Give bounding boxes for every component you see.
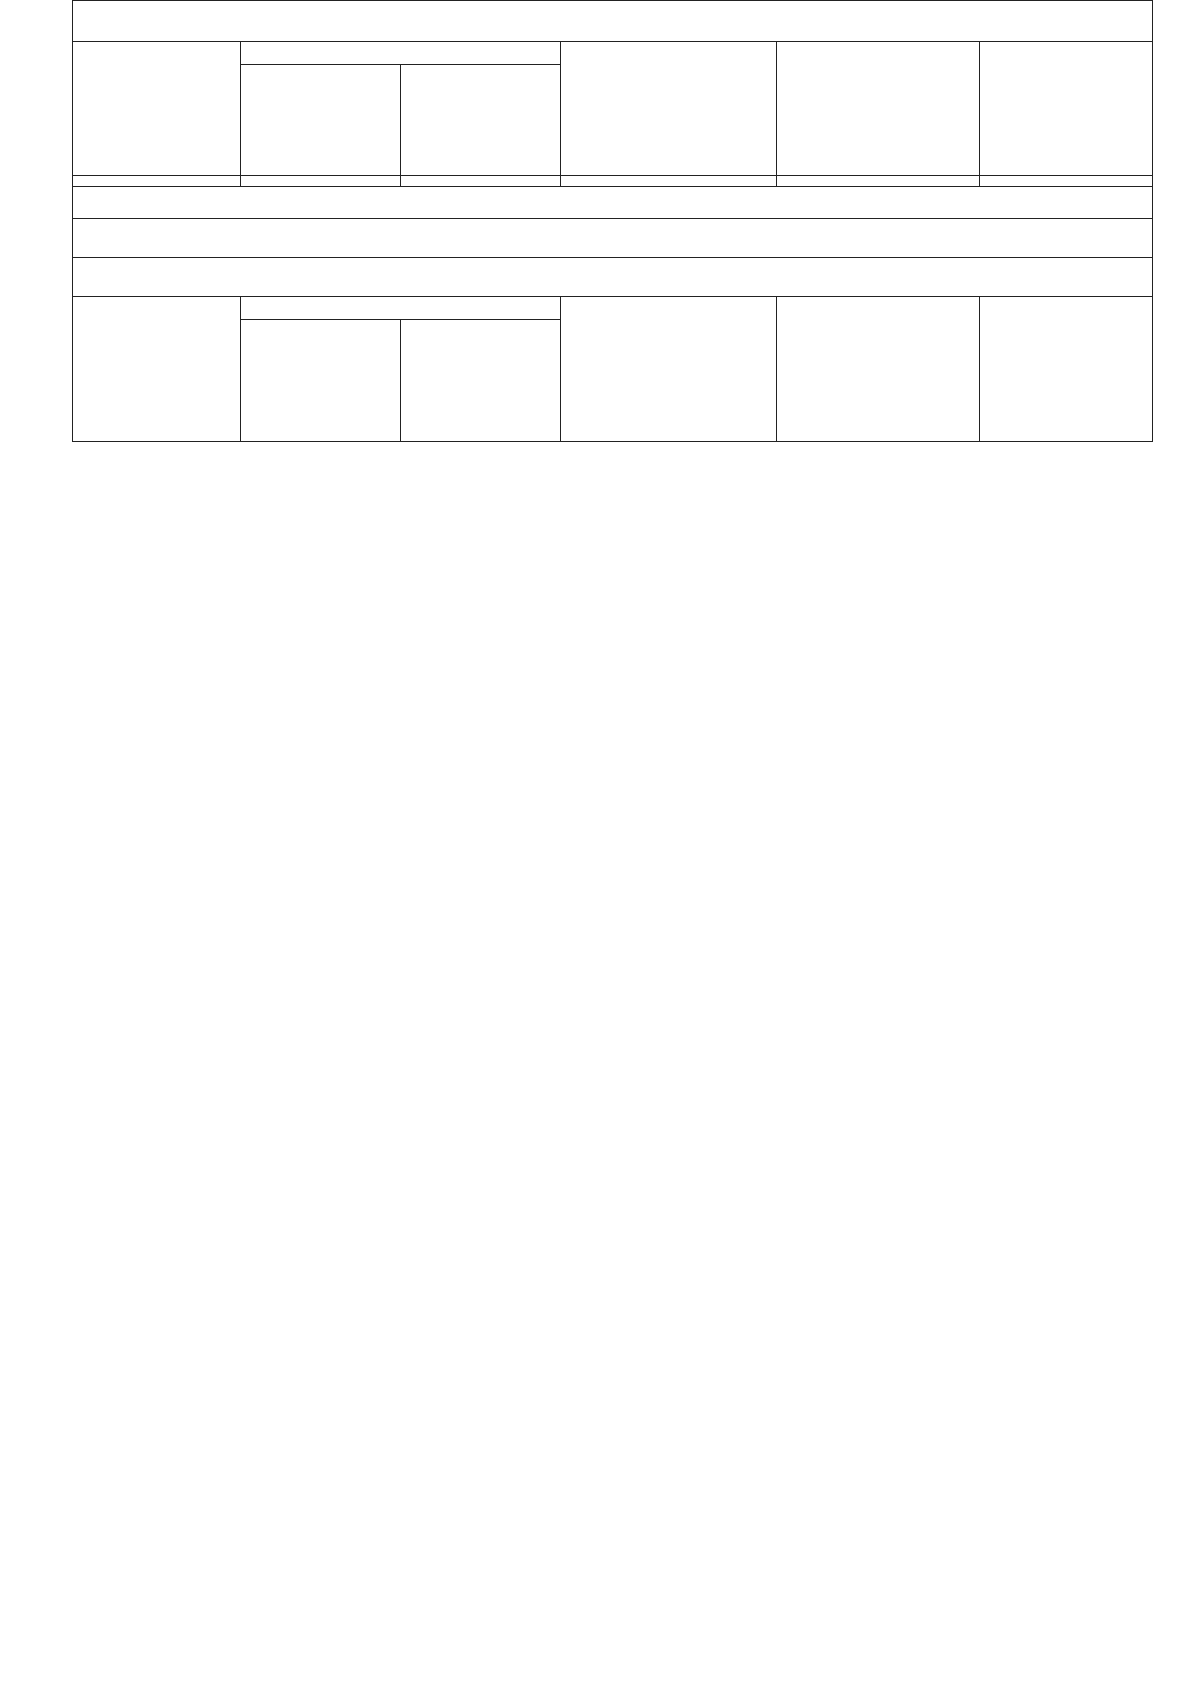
header-mean-error xyxy=(777,297,980,442)
coordinate-system-row xyxy=(73,219,1153,258)
header-description xyxy=(980,297,1153,442)
header-part-method xyxy=(561,42,777,187)
header-coordinates xyxy=(241,297,561,320)
header-part-x xyxy=(241,65,401,187)
header-part-y xyxy=(401,65,561,187)
header-method xyxy=(561,297,777,442)
part-boundary-table xyxy=(72,0,1153,187)
section-2-title xyxy=(73,258,1153,297)
boundary-points-table xyxy=(72,175,1153,442)
header-part-description xyxy=(980,42,1153,187)
section-3-title xyxy=(73,1,1153,42)
header-part-mean-error xyxy=(777,42,980,187)
header-y xyxy=(401,320,561,442)
header-part-coordinates xyxy=(241,42,561,65)
header-point-designation xyxy=(73,297,241,442)
header-part-point-designation xyxy=(73,42,241,187)
header-x xyxy=(241,320,401,442)
